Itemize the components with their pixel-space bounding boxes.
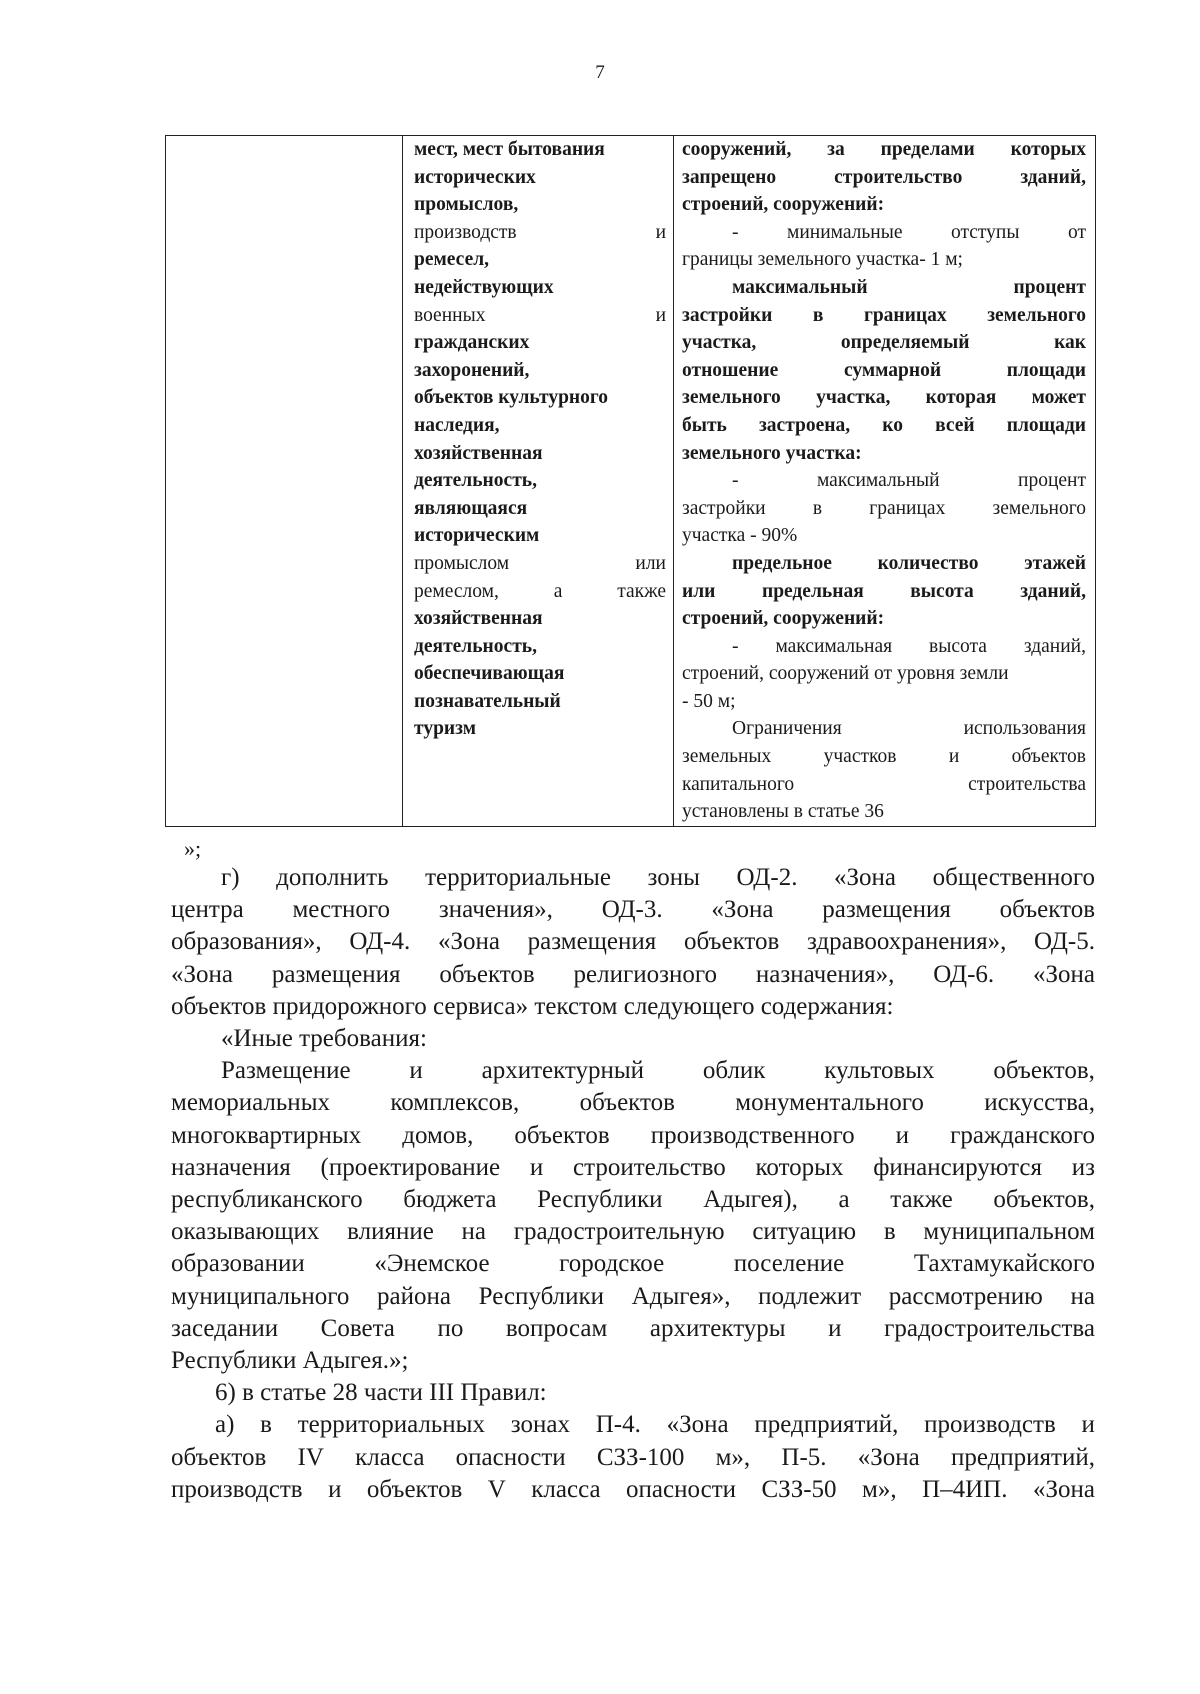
parameter-line: - 50 м; [682, 690, 736, 712]
word: земельного [992, 497, 1086, 519]
permitted-use-line: являющаяся [414, 497, 528, 519]
word: ОД-2. [736, 864, 798, 891]
word: «Зона [171, 960, 233, 988]
word: класса [355, 1443, 425, 1471]
parameter-line [682, 743, 1086, 771]
word: образования», [171, 928, 322, 956]
word: суммарной [843, 359, 942, 381]
word: сооружений, [682, 139, 792, 160]
word: количество [877, 552, 979, 574]
body-line: Республики Адыгея.»; [171, 1347, 409, 1375]
word: всей [935, 414, 975, 436]
word: высота [929, 635, 987, 657]
word: объектов [579, 1089, 675, 1117]
word: объектов [514, 1121, 610, 1149]
permitted-use-cell [403, 136, 674, 827]
page-number: 7 [595, 62, 605, 83]
body-line: 6) в статье 28 части III Правил: [215, 1379, 547, 1407]
word: мемориальных [171, 1089, 330, 1117]
parameter-line [682, 357, 1086, 385]
permitted-use-line: промыслов, [414, 194, 519, 216]
word: минимальные [787, 221, 903, 243]
parameter-line [682, 329, 1086, 357]
word: «Зона [666, 1411, 729, 1439]
word: «Зона [1032, 960, 1095, 988]
word: запрещено [682, 166, 777, 188]
word: «Зона [834, 864, 897, 891]
word: зданий, [1020, 166, 1086, 188]
word: максимальный [816, 470, 940, 492]
word: отступы [951, 221, 1020, 243]
word: объектов, [993, 1057, 1095, 1085]
word: и [895, 1121, 910, 1149]
parameter-line [682, 578, 1086, 606]
word: и [1081, 1411, 1095, 1439]
word: класса [531, 1475, 601, 1503]
word: м», [715, 1443, 751, 1471]
word: «Энемское [374, 1250, 490, 1278]
word: ко [882, 414, 903, 436]
table-row [166, 136, 1096, 827]
parameter-line [682, 550, 1086, 578]
word: а [553, 580, 563, 602]
word: которая [925, 387, 997, 409]
word: СЗЗ-50 [761, 1475, 837, 1503]
word: застройки [682, 497, 766, 519]
word: может [1031, 387, 1086, 409]
word: пределами [880, 139, 975, 160]
body-line [171, 1474, 1095, 1506]
word: также [617, 580, 666, 602]
word: земельного [682, 387, 781, 409]
body-line [171, 894, 1095, 926]
word: строительство [573, 1153, 726, 1181]
word: из [1071, 1153, 1095, 1181]
word: процент [1013, 276, 1086, 298]
body-line: объектов придорожного сервиса» текстом следующего содержания: [171, 992, 894, 1020]
word: вопросам [505, 1314, 608, 1342]
word: быть [682, 414, 727, 436]
permitted-use-line: исторических [414, 166, 536, 188]
body-line [171, 1152, 1095, 1184]
parameter-line [682, 302, 1086, 330]
word: объектов [683, 928, 780, 956]
word: зоны [647, 864, 700, 891]
word: общественного [932, 864, 1095, 891]
word: а [838, 1186, 850, 1214]
word: влияние [347, 1218, 434, 1246]
word: облик [702, 1057, 766, 1085]
word: территориальных [297, 1411, 485, 1439]
permitted-use-line: историческим [414, 525, 540, 547]
parameter-line [682, 274, 1086, 302]
word: Республики [537, 1186, 663, 1214]
word: этажей [1024, 552, 1086, 574]
word: предельная [761, 580, 864, 602]
word: объектов [439, 960, 535, 988]
word: за [827, 139, 845, 160]
word: домов, [402, 1121, 474, 1149]
word: а) [215, 1411, 235, 1439]
word: - [732, 635, 739, 657]
word: (проектирование [320, 1153, 501, 1181]
body-line [171, 1248, 1095, 1280]
word: зданий, [1020, 580, 1086, 602]
body-line [171, 1055, 1095, 1087]
word: Тахтамукайского [913, 1250, 1095, 1278]
word: V [487, 1475, 506, 1503]
word: Размещение [221, 1057, 351, 1085]
word: «Зона [711, 896, 774, 924]
word: объектов [366, 1475, 463, 1503]
word: территориальные [425, 864, 611, 891]
permitted-use-line: наследия, [414, 414, 500, 436]
word: П-4. [595, 1411, 641, 1439]
word: участков [823, 746, 897, 768]
permitted-use-line: туризм [414, 718, 476, 740]
word: Совета [320, 1314, 395, 1342]
word: производств [171, 1475, 303, 1503]
word: размещения [822, 896, 951, 924]
word: зонах [510, 1411, 570, 1439]
body-line [171, 926, 1095, 958]
parameter-line: земельного участка: [682, 442, 862, 464]
word: гражданского [950, 1121, 1095, 1149]
word: максимальная [775, 635, 893, 657]
permitted-use-line: деятельность, [414, 470, 537, 492]
word: финансируются [873, 1153, 1042, 1181]
word: предприятий, [754, 1411, 899, 1439]
word: опасности [455, 1443, 566, 1471]
word: П–4ИП. [922, 1475, 1008, 1503]
word: поселение [733, 1250, 845, 1278]
word: религиозного [573, 960, 717, 988]
body-line [171, 1216, 1095, 1248]
parameter-line [682, 633, 1086, 661]
word: подлежит [758, 1282, 862, 1310]
word: по [437, 1314, 464, 1342]
word: дополнить [276, 864, 389, 891]
permitted-use-line [414, 550, 666, 578]
word: процент [1018, 470, 1086, 492]
word: в [883, 1218, 896, 1246]
word: также [890, 1186, 953, 1214]
body-line [171, 1281, 1095, 1313]
word: на [1070, 1282, 1095, 1310]
word: или [635, 552, 666, 574]
word: здравоохранения», [806, 928, 1007, 956]
word: в [812, 304, 824, 326]
word: республиканского [171, 1186, 363, 1214]
word: земельных [682, 746, 772, 768]
zone-regulations-table [165, 135, 1096, 827]
parameter-line: строений, сооружений: [682, 608, 885, 630]
permitted-use-line: объектов культурного [414, 387, 609, 409]
zone-name-cell [166, 136, 403, 827]
word: предприятий, [950, 1443, 1095, 1471]
word: зданий, [1023, 635, 1086, 657]
word: и [655, 304, 666, 326]
word: в [812, 497, 823, 519]
word: комплексов, [390, 1089, 520, 1117]
word: - [732, 221, 739, 243]
word: центра [171, 896, 244, 924]
word: градостроительную [513, 1218, 725, 1246]
parameter-line: строений, сооружений от уровня земли [682, 663, 1009, 685]
parameter-line [682, 384, 1086, 412]
word: архитектуры [649, 1314, 786, 1342]
permitted-use-line: мест, мест бытования [414, 139, 605, 160]
word: рассмотрению [888, 1282, 1043, 1310]
word: границах [869, 497, 946, 519]
word: площади [1006, 414, 1086, 436]
body-line: «Иные требования: [221, 1025, 427, 1053]
body-line [171, 1409, 1095, 1441]
word: определяемый [840, 332, 970, 354]
word: значения», [438, 896, 553, 924]
word: и [828, 1314, 842, 1342]
parameter-line: строений, сооружений: [682, 194, 885, 216]
permitted-use-line [414, 302, 666, 330]
word: объектов [1011, 746, 1086, 768]
body-text [171, 862, 1095, 1506]
word: участка, [816, 387, 891, 409]
word: архитектурный [481, 1057, 645, 1085]
word: размещения [527, 928, 657, 956]
word: застроена, [758, 414, 851, 436]
word: ситуацию [752, 1218, 857, 1246]
word: монументального [735, 1089, 924, 1117]
word: искусства, [984, 1089, 1095, 1117]
word: района [377, 1282, 451, 1310]
word: ОД-6. [933, 960, 995, 988]
word: использования [963, 718, 1086, 740]
word: максимальный [732, 276, 868, 298]
word: муниципальном [923, 1218, 1095, 1246]
permitted-use-line: обеспечивающая [414, 663, 565, 685]
word: и [529, 1153, 544, 1181]
word: производств [924, 1411, 1056, 1439]
parameter-line: установлены в статье 36 [682, 801, 884, 823]
permitted-use-line: гражданских [414, 332, 530, 354]
parameter-line [682, 771, 1086, 799]
word: СЗЗ-100 [596, 1443, 685, 1471]
word: капитального [682, 773, 795, 795]
word: Адыгея», [631, 1282, 731, 1310]
body-line [171, 1184, 1095, 1216]
word: застройки [682, 304, 773, 326]
word: военных [414, 304, 486, 326]
word: и [328, 1475, 342, 1503]
word: как [1054, 332, 1086, 354]
word: и [948, 746, 960, 768]
permitted-use-line [414, 219, 666, 247]
word: ОД-5. [1034, 928, 1095, 956]
word: объектов, [993, 1186, 1095, 1214]
permitted-use-line: ремесел, [414, 249, 490, 271]
parameter-line: границы земельного участка- 1 м; [682, 249, 963, 271]
permitted-use-line: захоронений, [414, 359, 530, 381]
word: ОД-3. [601, 896, 663, 924]
permitted-use-line: хозяйственная [414, 442, 543, 464]
word: Адыгея), [703, 1186, 798, 1214]
word: границах [863, 304, 947, 326]
word: опасности [626, 1475, 737, 1503]
word: объектов [999, 896, 1095, 924]
word: размещения [271, 960, 401, 988]
word: и [409, 1057, 423, 1085]
word: ОД-4. [349, 928, 411, 956]
word: заседании [171, 1314, 279, 1342]
permitted-use-line [414, 578, 666, 606]
word: участка, [682, 332, 757, 354]
word: городское [559, 1250, 665, 1278]
word: от [1067, 221, 1086, 243]
word: промыслом [414, 552, 510, 574]
word: объектов [171, 1443, 267, 1471]
word: муниципального [171, 1282, 350, 1310]
word: ремеслом, [414, 580, 499, 602]
word: в [260, 1411, 272, 1439]
word: строительства [968, 773, 1086, 795]
word: м», [862, 1475, 897, 1503]
parameter-line [682, 715, 1086, 743]
permitted-use-line: деятельность, [414, 635, 537, 657]
closing-quote: »; [184, 836, 202, 861]
word: строительство [834, 166, 963, 188]
permitted-use-line: хозяйственная [414, 608, 543, 630]
word: образовании [171, 1250, 305, 1278]
body-line [171, 1442, 1095, 1474]
parameter-line: участка - 90% [682, 525, 798, 547]
parameter-line [682, 164, 1086, 192]
word: или [682, 580, 716, 602]
word: предельное [732, 552, 832, 574]
body-line [171, 1087, 1095, 1119]
permitted-use-line: познавательный [414, 690, 561, 712]
word: отношение [682, 359, 779, 381]
word: на [461, 1218, 487, 1246]
word: Ограничения [732, 718, 842, 740]
body-line [171, 1120, 1095, 1152]
parameters-cell [674, 136, 1096, 827]
body-line [171, 959, 1095, 991]
word: - [732, 470, 739, 492]
word: назначения [171, 1153, 291, 1181]
word: бюджета [403, 1186, 497, 1214]
word: оказывающих [171, 1218, 320, 1246]
word: «Зона [857, 1443, 920, 1471]
word: IV [297, 1443, 324, 1471]
parameter-line [682, 495, 1086, 523]
word: Республики [478, 1282, 605, 1310]
parameter-line [682, 412, 1086, 440]
word: которых [1010, 139, 1086, 160]
word: П-5. [781, 1443, 827, 1471]
word: и [655, 221, 666, 243]
body-line [171, 1313, 1095, 1345]
word: производственного [650, 1121, 855, 1149]
permitted-use-line: недействующих [414, 276, 554, 298]
word: высота [910, 580, 974, 602]
word: культовых [824, 1057, 935, 1085]
word: г) [221, 864, 240, 891]
parameter-line [682, 136, 1086, 164]
word: «Зона [437, 928, 500, 956]
word: градостроительства [884, 1314, 1095, 1342]
word: «Зона [1032, 1475, 1095, 1503]
word: земельного [987, 304, 1086, 326]
word: многоквартирных [171, 1121, 362, 1149]
word: которых [755, 1153, 844, 1181]
word: площади [1006, 359, 1086, 381]
parameter-line [682, 219, 1086, 247]
word: производств [414, 221, 517, 243]
word: назначения», [755, 960, 895, 988]
body-line [171, 862, 1095, 894]
parameter-line [682, 467, 1086, 495]
word: местного [292, 896, 391, 924]
